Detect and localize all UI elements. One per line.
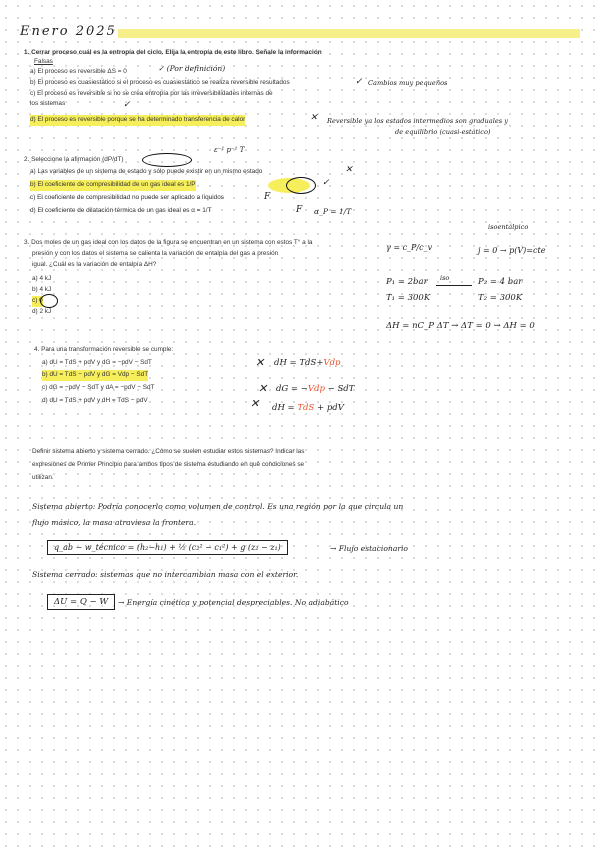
q1-stem: 1. Cerrar proceso cuál es la entropía del ciclo. Elija la entropía de este libro. Señale la información <box>24 49 322 56</box>
q2-option-c: c) El coeficiente de compresibilidad no puede ser aplicado a líquidos <box>30 194 224 201</box>
q3-c-circle <box>40 294 58 308</box>
q5-line-3: utilizan. <box>32 474 54 481</box>
q5-open-formula: q_ab − w_técnico = (h₂−h₁) + ½ (c₂² − c₁²) + g (z₂ − z₁) <box>47 540 288 555</box>
q2-stem: 2. Seleccione la afirmación (dP/dT) <box>24 156 124 163</box>
q4-mark-a: ✕ <box>255 356 265 369</box>
q3-line-1: presión y con los datos el sistema se calienta la variación de entalpía del gas a presión <box>32 250 279 257</box>
q3-option-d: d) 2 kJ <box>32 308 52 315</box>
q4-note-d-red: TdS <box>297 403 315 413</box>
q3-stem: 3. Dos moles de un gas ideal con los datos de la figura se encuentran en un sistema con estos T° a la <box>24 239 313 246</box>
q3-state-arrow: iso <box>440 274 450 282</box>
q2-top-note: ε⁻¹ p⁻¹ T <box>214 146 245 154</box>
q3-side-1: γ = c_P/c_v <box>386 243 433 252</box>
q4-mark-c: ✕ <box>258 382 268 395</box>
q4-note-a <box>274 358 340 368</box>
q4-option-a: a) dU = TdS + pdV y dG = −pdV − SdT <box>42 359 152 366</box>
q2-mark-a: ✕ <box>345 165 353 175</box>
q3-result: ΔH = nC_P ΔT → ΔT = 0 → ΔH = 0 <box>386 321 535 331</box>
q4-option-d: d) dU = TdS + pdV y dH = TdS − pdV <box>42 397 148 404</box>
q2-option-a: a) Las variables de un sistema de estado y sólo puede existir en un mismo estado <box>30 168 263 175</box>
q2-stem-circle <box>142 153 192 167</box>
q2-mark-b: ✓ <box>322 178 330 188</box>
q5-open-2: flujo másico, la masa atraviesa la frontera. <box>32 518 197 527</box>
q5-closed-formula: ΔU = Q − W <box>47 594 115 610</box>
q5-line-1: Definir sistema abierto y sistema cerrado. ¿Cómo se suelen estudiar estos sistemas? Indicar las <box>32 448 305 455</box>
q4-note-c-black2: − SdT <box>324 384 355 394</box>
q1-note-d1: Reversible ya los estados intermedios son graduales y <box>327 117 508 125</box>
title-highlight <box>118 29 580 38</box>
q4-option-c: c) dG = −pdV − SdT y dA = −pdV − SdT <box>42 384 155 391</box>
q4-stem: 4. Para una transformación reversible se cumple: <box>34 346 174 353</box>
q1-mark-c: ✓ <box>123 100 131 110</box>
q3-state-2: P₂ = 4 bar <box>478 277 523 287</box>
q2-b-circle <box>286 177 316 194</box>
q3-arrow-line <box>436 285 472 286</box>
q3-side-2: j = 0 → p(V)=cte <box>478 246 546 255</box>
q2-option-d: d) El coeficiente de dilatación térmica de un gas ideal es α = 1/T <box>30 207 212 214</box>
q3-option-b: b) 4 kJ <box>32 286 52 293</box>
q1-option-d: d) El proceso es reversible porque se ha determinado transferencia de calor <box>30 115 245 126</box>
q3-temp-1: T₁ = 300K <box>386 293 431 303</box>
q1-label: Falsas <box>34 58 53 65</box>
q5-closed-1: Sistema cerrado: sistemas que no intercambian masa con el exterior. <box>32 570 299 579</box>
q4-note-c-black1: dG = − <box>276 384 308 394</box>
q4-note-a-black: dH = TdS+ <box>274 358 324 368</box>
q4-note-d <box>272 403 344 413</box>
q1-option-c: c) El proceso es reversible si no se crea entropía por las irreversibilidades internas de <box>30 90 273 97</box>
q2-formula-d: α_P = 1/T <box>314 207 352 216</box>
q2-option-b: b) El coeficiente de compresibilidad de un gas ideal es 1/P <box>30 180 196 191</box>
q4-note-a-red: Vdp <box>323 358 341 368</box>
q1-option-b: b) El proceso es cuasiestático si el proceso es cuasiestático se realiza reversible resultados <box>30 79 290 86</box>
q4-option-b: b) dU = TdS − pdV y dG = Vdp − SdT <box>42 370 148 381</box>
q5-closed-result: → Energía cinética y potencial despreciables. No adiabático <box>118 598 349 607</box>
q3-option-a: a) 4 kJ <box>32 275 52 282</box>
q5-open-result: → Flujo estacionario <box>330 544 408 553</box>
q4-note-c-red: Vdp <box>307 384 325 394</box>
q3-side-tag: isoentálpico <box>488 223 529 231</box>
q1-note-b: Cambios muy pequeños <box>368 79 448 87</box>
q1-mark-a: ✓ (Por definición) <box>158 64 226 73</box>
q5-line-2: expresiones de Primer Principio para ambos tipos de sistema estudiando en qué condiciones se <box>32 461 305 468</box>
q4-mark-d: ✕ <box>250 397 260 410</box>
q3-state-1: P₁ = 2bar <box>386 277 428 287</box>
q1-mark-b: ✓ <box>355 77 363 87</box>
q2-mark-c: F <box>264 192 271 202</box>
q3-option-c: c) 0 <box>32 296 43 307</box>
q1-option-c-cont: los sistemas <box>30 100 66 107</box>
q2-mark-d: F <box>296 205 303 215</box>
q1-mark-d: ✕ <box>310 113 318 123</box>
q4-note-d-black1: dH = <box>272 403 298 413</box>
q4-note-d-black2: + pdV <box>314 403 344 413</box>
q4-note-c <box>276 384 354 394</box>
q3-line-2: igual. ¿Cuál es la variación de entalpía ΔH? <box>32 261 157 268</box>
q3-temp-2: T₂ = 300K <box>478 293 523 303</box>
q1-note-d2: de equilibrio (cuasi-estático) <box>395 128 491 136</box>
q1-option-a: a) El proceso es reversible ΔS = 0 <box>30 68 127 75</box>
q5-open-1: Sistema abierto: Podría conocerlo como volumen de control. Es una región por la que circula un <box>32 502 404 511</box>
page-title: Enero 2025 <box>20 24 117 39</box>
